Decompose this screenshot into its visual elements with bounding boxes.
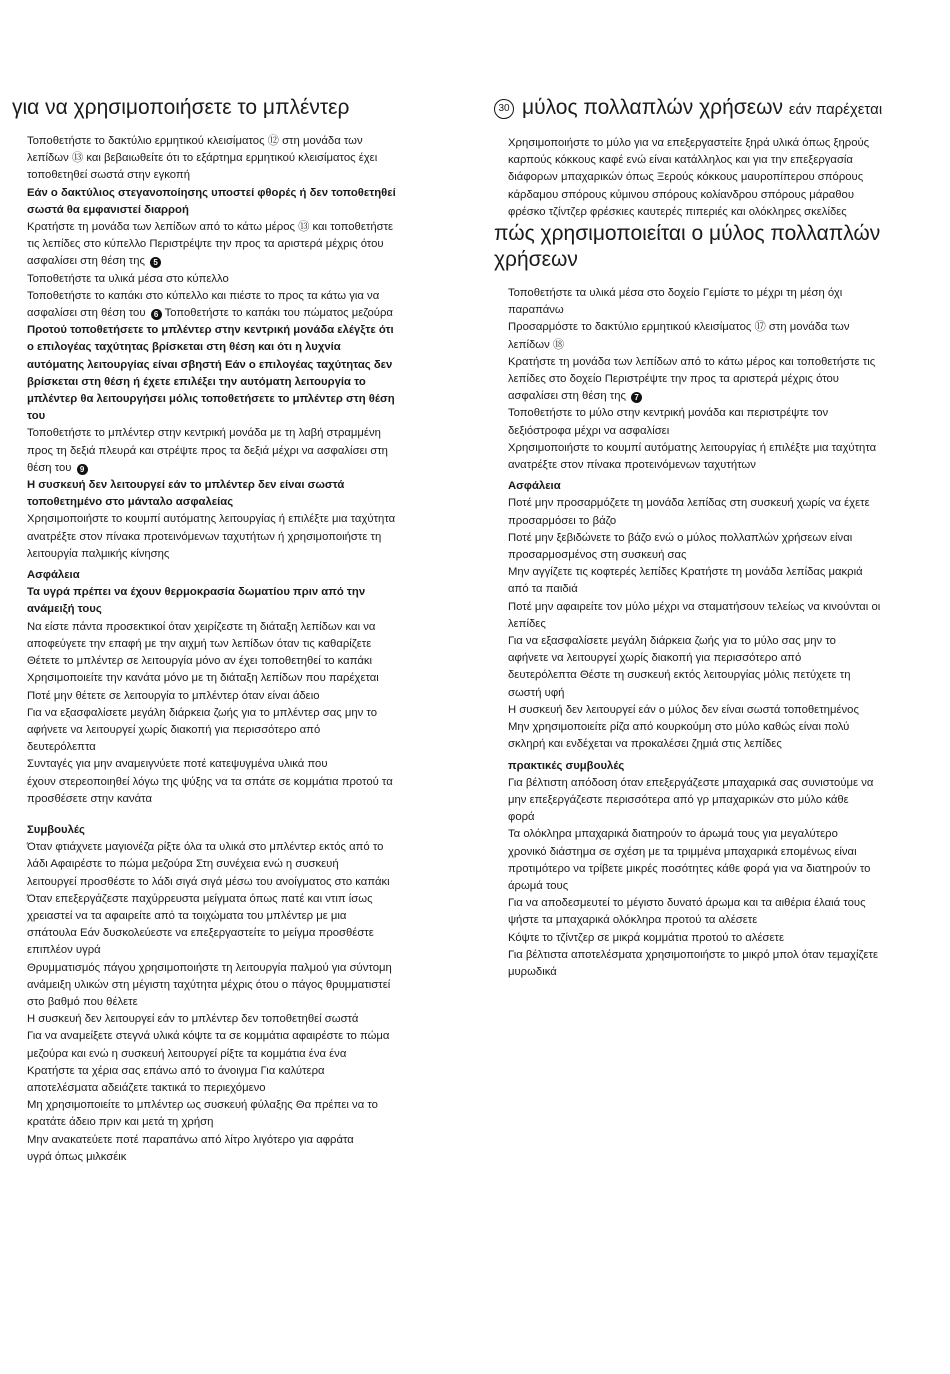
text-line: παραπάνω <box>508 304 564 317</box>
text-line: Τοποθετήστε το δακτύλιο ερμητικού κλεισίματος ⑫ στη μονάδα των <box>27 135 363 147</box>
step-number-badge: 9 <box>77 464 88 475</box>
warning-block <box>27 477 452 511</box>
text-line: αυτόματης λειτουργίας είναι σβηστή Εάν ο επιλογέας ταχύτητας δεν <box>27 358 393 371</box>
text-line: δεξιόστροφα μέχρι να ασφαλίσει <box>508 424 670 437</box>
title-text: μύλος πολλαπλών χρήσεων <box>522 96 783 119</box>
text-line: επιπλέον υγρά <box>27 944 101 957</box>
warning-block <box>27 584 452 618</box>
text-line: έχουν στερεοποιηθεί λόγω της ψύξης να τα σπάτε σε κομμάτια προτού τα <box>27 775 393 788</box>
warning-block <box>27 185 452 219</box>
text-line: Μην ανακατεύετε ποτέ παραπάνω από λίτρο λιγότερο για αφράτα <box>27 1133 354 1146</box>
right-column <box>494 95 944 981</box>
safety-list <box>27 619 452 808</box>
text-line: ανάμειξη υλικών στη μέγιστη ταχύτητα μέχρις ότου ο πάγος θρυμματιστεί <box>27 978 391 991</box>
text-line: Η συσκευή δεν λειτουργεί εάν το μπλέντερ δεν τοποθετηθεί σωστά <box>27 1013 359 1026</box>
text-line: τοποθετηθεί σωστά στην εγκοπή <box>27 169 191 182</box>
text-line: λειτουργεί προσθέστε το λάδι σιγά σιγά μέσω του ανοίγματος στο καπάκι <box>27 875 390 888</box>
warning-block <box>27 322 452 425</box>
text-line: χρειαστεί να τα αφαιρείτε από τα τοιχώματα του μπλέντερ με μια <box>27 909 347 922</box>
text-line: προσθέσετε στην κανάτα <box>27 792 152 805</box>
text-line: Μην χρησιμοποιείτε ρίζα από κουρκούμη στο μύλο καθώς είναι πολύ <box>508 721 850 734</box>
paragraph-block <box>27 271 452 305</box>
text-line: Να είστε πάντα προσεκτικοί όταν χειρίζεστε τη διάταξη λεπίδων και να <box>27 620 376 633</box>
title-suffix: εάν παρέχεται <box>788 101 883 118</box>
text-line: μην επεξεργάζεστε περισσότερα από γρ μπαχαρικών στο μύλο κάθε <box>508 793 849 806</box>
text-line: προσαρμοσμένος στη συσκευή σας <box>508 549 687 562</box>
tips-heading: Συμβουλές <box>27 823 85 836</box>
text-line: άρωμά τους <box>508 879 569 892</box>
text-line: στο βαθμό που θέλετε <box>27 995 138 1008</box>
text-line: Ποτέ μην προσαρμόζετε τη μονάδα λεπίδας στη συσκευή χωρίς να έχετε <box>508 497 870 510</box>
text-line: Χρησιμοποιήστε το κουμπί αυτόματης λειτουργίας ή επιλέξτε μια ταχύτητα <box>27 513 396 526</box>
text-line: σωστή υφή <box>508 686 565 699</box>
text-line: Για βέλτιστα αποτελέσματα χρησιμοποιήστε το μικρό μπολ όταν τεμαχίζετε <box>508 948 879 961</box>
text-line <box>508 388 944 405</box>
text-line: βρίσκεται στη θέση ή έχετε επιλέξει την αυτόματη λειτουργία το <box>27 375 366 388</box>
paragraph-block <box>508 285 944 388</box>
text-line: ανατρέξτε στον πίνακα προτεινόμενων ταχυτήτων ή χρησιμοποιήστε τη <box>27 530 382 543</box>
text-line: Για βέλτιστη απόδοση όταν επεξεργάζεστε μπαχαρικά σας συνιστούμε να <box>508 776 874 789</box>
text-line: Τα ολόκληρα μπαχαρικά διατηρούν το άρωμά τους για μεγαλύτερο <box>508 828 838 841</box>
text-line: χρονικό διάστημα σε σχέση με τα τριμμένα μπαχαρικά επομένως είναι <box>508 845 857 858</box>
text-line: Κόψτε το τζίντζερ σε μικρά κομμάτια προτού το αλέσετε <box>508 931 785 944</box>
grinder-instructions <box>494 285 944 981</box>
text-line: φορά <box>508 811 535 824</box>
text-line: κρατάτε άδειο πριν και μετά τη χρήση <box>27 1116 214 1129</box>
safety-heading: Ασφάλεια <box>508 480 561 493</box>
text-line: διάφορων μπαχαρικών όπως Ξερούς κόκκους μαυροπίπερου σπόρους <box>508 171 864 184</box>
text-line: λεπίδων ⑱ <box>508 338 565 351</box>
text-line: Θέτετε το μπλέντερ σε λειτουργία μόνο αν έχει τοποθετηθεί το καπάκι <box>27 655 373 668</box>
paragraph-block <box>27 133 452 185</box>
paragraph-block <box>27 511 452 563</box>
grinder-intro <box>494 135 944 221</box>
text-line: σκληρή και ενδέχεται να προκαλέσει ζημιά στις λεπίδες <box>508 738 782 751</box>
text-line: αφήνετε να λειτουργεί χωρίς διακοπή για περισσότερο από <box>27 723 321 736</box>
tips-list <box>508 775 944 981</box>
text-line: Μην αγγίζετε τις κοφτερές λεπίδες Κρατήστε τη μονάδα λεπίδας μακριά <box>508 566 863 579</box>
text-line: Συνταγές για μην αναμειγνύετε ποτέ κατεψυγμένα υλικά που <box>27 758 328 771</box>
text-line: προτιμότερο να τρίβετε μικρές ποσότητες κάθε φορά για να διατηρούν το <box>508 862 871 875</box>
text-line: από τα παιδιά <box>508 583 578 596</box>
left-column <box>12 95 452 1166</box>
safety-list <box>508 495 944 753</box>
text-line: Κρατήστε τα χέρια σας επάνω από το άνοιγμα Για καλύτερα <box>27 1064 325 1077</box>
text-line: Η συσκευή δεν λειτουργεί εάν το μπλέντερ δεν είναι σωστά <box>27 479 345 492</box>
text-line: λεπίδες <box>508 617 546 630</box>
text-line: Όταν επεξεργάζεστε παχύρρευστα μείγματα όπως πατέ και ντιπ ίσως <box>27 892 373 905</box>
text-line: Τοποθετήστε το μπλέντερ στην κεντρική μονάδα με τη λαβή στραμμένη <box>27 427 381 440</box>
text-line <box>27 305 452 322</box>
text-line: Για να αποδεσμευτεί το μέγιστο δυνατό άρωμα και τα αιθέρια έλαιά τους <box>508 897 866 910</box>
blender-instructions <box>12 133 452 1166</box>
safety-heading: Ασφάλεια <box>27 569 80 582</box>
paragraph-block <box>27 219 452 253</box>
text-line: αποφεύγετε την επαφή με την αιχμή των λεπίδων όταν τις καθαρίζετε <box>27 637 372 650</box>
text-line: του <box>27 410 46 423</box>
text-line: υγρά όπως μιλκσέικ <box>27 1150 127 1163</box>
text-line: τοποθετημένο στο μάνταλο ασφαλείας <box>27 496 234 509</box>
text-line: Τα υγρά πρέπει να έχουν θερμοκρασία δωματίου πριν από την <box>27 586 366 599</box>
text-line: Χρησιμοποιήστε το κουμπί αυτόματης λειτουργίας ή επιλέξτε μια ταχύτητα <box>508 441 877 454</box>
text-line: Κρατήστε τη μονάδα των λεπίδων από το κάτω μέρος και τοποθετήστε τις <box>508 355 876 368</box>
text-line: Χρησιμοποιείτε την κανάτα μόνο με τη διάταξη λεπίδων που παρέχεται <box>27 672 379 685</box>
text-line: Τοποθετήστε το καπάκι στο κύπελλο και πιέστε το προς τα κάτω για να <box>27 289 380 302</box>
section-title-blender: για να χρησιμοποιήσετε το μπλέντερ <box>12 96 350 119</box>
spacer <box>27 808 452 818</box>
text-line: σπάτουλα Εάν δυσκολεύεστε να επεξεργαστείτε το μείγμα προσθέστε <box>27 927 374 940</box>
text-line: ψήστε τα μπαχαρικά ολόκληρα προτού τα αλέσετε <box>508 914 758 927</box>
text-line: Προτού τοποθετήσετε το μπλέντερ στην κεντρική μονάδα ελέγξτε ότι <box>27 324 394 337</box>
text-line: καρπούς κόκκους καφέ ενώ είναι κατάλληλος και για την επεξεργασία <box>508 154 853 167</box>
tips-list <box>27 839 452 1166</box>
text-line: λάδι Αφαιρέστε το πώμα μεζούρα Στη συνέχεια ενώ η συσκευή <box>27 858 339 871</box>
text-span: Τοποθετήστε το καπάκι του πώματος μεζούρα <box>164 307 393 320</box>
text-line: κάρδαμου σπόρους κύμινου σπόρους κολίανδρου σπόρους μάραθου <box>508 188 855 201</box>
section-number-icon: 30 <box>494 99 514 119</box>
text-line: προς τη δεξιά πλευρά και στρέψτε προς τα δεξιά μέχρι να ασφαλίσει στη <box>27 444 388 457</box>
text-line: λεπίδες στο δοχείο Περιστρέψτε την προς τα αριστερά μέχρις ότου <box>508 373 839 386</box>
paragraph-block <box>508 405 944 474</box>
text-line: αποτελέσματα αδειάζετε τακτικά το περιεχόμενο <box>27 1081 266 1094</box>
section-title-how-to-use: πώς χρησιμοποιείται ο μύλος πολλαπλών χρήσεων <box>494 222 881 272</box>
text-line: φρέσκο τζίντζερ φρέσκιες καυτερές πιπεριές και ολόκληρες σκελίδες <box>508 205 847 218</box>
text-line: Τοποθετήστε τα υλικά μέσα στο δοχείο Γεμίστε το μέχρι τη μέση όχι <box>508 287 843 300</box>
step-number-badge: 6 <box>151 309 162 320</box>
text-line: Εάν ο δακτύλιος στεγανοποίησης υποστεί φθορές ή δεν τοποθετηθεί <box>27 186 396 199</box>
text-line: Κρατήστε τη μονάδα των λεπίδων από το κάτω μέρος ⑬ και τοποθετήστε <box>27 221 394 234</box>
step-number-badge: 7 <box>631 392 642 403</box>
text-line: σωστά θα εμφανιστεί διαρροή <box>27 203 189 216</box>
step-number-badge: 5 <box>150 257 161 268</box>
text-span: ασφαλίσει στη θέση της <box>27 255 145 268</box>
text-span: ασφαλίσει στη θέση της <box>508 390 626 403</box>
text-line: ανατρέξτε στον πίνακα προτεινόμενων ταχυτήτων <box>508 459 756 472</box>
text-line: λειτουργία παλμικής κίνησης <box>27 547 170 560</box>
text-line: ανάμειξή τους <box>27 603 102 616</box>
section-title-grinder <box>494 95 944 123</box>
text-line: Ποτέ μην ξεβιδώνετε το βάζο ενώ ο μύλος πολλαπλών χρήσεων είναι <box>508 531 853 544</box>
text-line: Η συσκευή δεν λειτουργεί εάν ο μύλος δεν είναι σωστά τοποθετημένος <box>508 703 859 716</box>
text-line: Μη χρησιμοποιείτε το μπλέντερ ως συσκευή φύλαξης Θα πρέπει να το <box>27 1099 378 1112</box>
text-line: αφήνετε να λειτουργεί χωρίς διακοπή για περισσότερο από <box>508 652 802 665</box>
paragraph-block <box>508 135 944 221</box>
text-line: Θρυμματισμός πάγου χρησιμοποιήστε τη λειτουργία παλμού για σύντομη <box>27 961 392 974</box>
text-line: Τοποθετήστε τα υλικά μέσα στο κύπελλο <box>27 272 229 285</box>
text-line <box>27 460 452 477</box>
text-line: Ποτέ μην θέτετε σε λειτουργία το μπλέντερ όταν είναι άδειο <box>27 689 320 702</box>
text-line: Ποτέ μην αφαιρείτε τον μύλο μέχρι να σταματήσουν τελείως να κινούνται οι <box>508 600 881 613</box>
text-line: δευτερόλεπτα <box>27 741 96 754</box>
text-line: λεπίδων ⑬ και βεβαιωθείτε ότι το εξάρτημα ερμητικού κλεισίματος έχει <box>27 152 378 165</box>
text-line: Προσαρμόστε το δακτύλιο ερμητικού κλεισίματος ⑰ στη μονάδα των <box>508 321 850 334</box>
tips-heading: πρακτικές συμβουλές <box>508 759 625 772</box>
text-line: προσαρμόσει το βάζο <box>508 514 617 527</box>
text-line <box>27 253 452 270</box>
text-line: Για να αναμείξετε στεγνά υλικά κόψτε τα σε κομμάτια αφαιρέστε το πώμα <box>27 1030 390 1043</box>
text-span: ασφαλίσει στη θέση του <box>27 307 146 320</box>
text-line: Όταν φτιάχνετε μαγιονέζα ρίξτε όλα τα υλικά στο μπλέντερ εκτός από το <box>27 841 384 854</box>
text-span: θέση του <box>27 461 72 474</box>
text-line: μεζούρα και ενώ η συσκευή λειτουργεί ρίξτε τα κομμάτια ένα ένα <box>27 1047 347 1060</box>
text-line: μυρωδικά <box>508 965 557 978</box>
text-line: μπλέντερ θα λειτουργήσει μόλις τοποθετήσετε το μπλέντερ στη θέση <box>27 393 395 406</box>
text-line: δευτερόλεπτα Θέστε τη συσκευή εκτός λειτουργίας μόλις πετύχετε τη <box>508 669 851 682</box>
text-line: ο επιλογέας ταχύτητας βρίσκεται στη θέση και ότι η λυχνία <box>27 341 341 354</box>
text-line: Για να εξασφαλίσετε μεγάλη διάρκεια ζωής για το μύλο σας μην το <box>508 635 836 648</box>
text-line: Τοποθετήστε το μύλο στην κεντρική μονάδα και περιστρέψτε τον <box>508 407 829 420</box>
paragraph-block <box>27 425 452 459</box>
text-line: Για να εξασφαλίσετε μεγάλη διάρκεια ζωής για το μπλέντερ σας μην το <box>27 706 378 719</box>
text-line: τις λεπίδες στο κύπελλο Περιστρέψτε την προς τα αριστερά μέχρις ότου <box>27 238 384 251</box>
text-line: Χρησιμοποιήστε το μύλο για να επεξεργαστείτε ξηρά υλικά όπως ξηρούς <box>508 137 870 149</box>
